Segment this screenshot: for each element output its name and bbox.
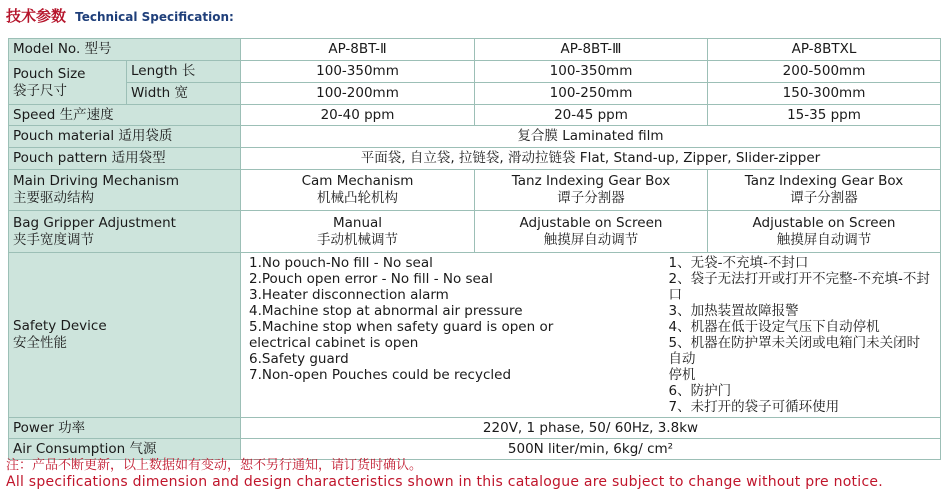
driving-label [9,170,241,211]
safety-item-en-1: 1.No pouch-No fill - No seal [249,255,433,271]
gripper-3-cn: 触摸屏自动调节 [776,231,872,248]
note-en: All specifications dimension and design characteristics shown in this catalogue are subject to change without pre notice. [6,474,883,490]
gripper-2 [475,211,708,253]
driving-3-en: Tanz Indexing Gear Box [744,173,904,189]
safety-item-cn-5: 5、机器在防护罩未关闭或电箱门未关闭时自动 停机 [668,335,921,383]
safety-item-en-7: 7.Non-open Pouches could be recycled [249,367,512,383]
gripper-row [9,211,941,253]
power-label: Power 功率 [9,418,241,439]
width-label: Width 宽 [127,83,241,105]
pouch-pattern-value: 平面袋, 自立袋, 拉链袋, 滑动拉链袋 Flat, Stand-up, Zipper, Slider-zipper [241,148,941,170]
width-1: 100-200mm [241,83,475,105]
speed-2: 20-45 ppm [475,105,708,126]
pouch-size-label [9,61,127,105]
pouch-pattern-row [9,148,941,170]
driving-2 [475,170,708,211]
air-label: Air Consumption 气源 [9,439,241,460]
note-cn: 注：产品不断更新，以上数据如有变动，恕不另行通知，请订货时确认。 [6,458,423,473]
driving-label-en: Main Driving Mechanism [13,173,180,189]
safety-item-cn-4: 4、机器在低于设定气压下自动停机 [668,319,880,335]
pouch-width-row [9,83,941,105]
safety-label-cn: 安全性能 [13,335,67,351]
air-value: 500N liter/min, 6kg/ cm² [241,439,941,460]
gripper-2-en: Adjustable on Screen [519,214,663,231]
pouch-size-label-en: Pouch Size [13,65,86,82]
length-1: 100-350mm [241,61,475,83]
driving-2-cn: 谭子分割器 [557,190,625,206]
speed-row [9,105,941,126]
gripper-1-en: Manual [332,214,383,231]
spec-table [8,38,941,460]
speed-1: 20-40 ppm [241,105,475,126]
width-3: 150-300mm [708,83,941,105]
safety-list-en [249,255,591,415]
spec-title [6,4,234,28]
gripper-label-cn: 夹手宽度调节 [13,231,94,248]
model-row [9,39,941,61]
power-row [9,418,941,439]
gripper-3 [708,211,941,253]
driving-label-cn: 主要驱动结构 [13,190,94,206]
model-label: Model No. 型号 [9,39,241,61]
length-label: Length 长 [127,61,241,83]
safety-item-cn-6: 6、防护门 [668,383,732,399]
safety-item-en-6: 6.Safety guard [249,351,349,367]
model-3: AP-8BTXL [708,39,941,61]
pouch-pattern-label: Pouch pattern 适用袋型 [9,148,241,170]
pouch-size-label-cn: 袋子尺寸 [13,82,67,99]
pouch-material-row [9,126,941,148]
length-2: 100-350mm [475,61,708,83]
safety-item-en-2: 2.Pouch open error - No fill - No seal [249,271,493,287]
driving-1 [241,170,475,211]
driving-3 [708,170,941,211]
length-3: 200-500mm [708,61,941,83]
spec-title-cn: 技术参数 [6,7,67,25]
safety-item-cn-7: 7、未打开的袋子可循环使用 [668,399,840,415]
gripper-1 [241,211,475,253]
safety-item-en-5: 5.Machine stop when safety guard is open or electrical cabinet is open [249,319,554,351]
gripper-label [9,211,241,253]
gripper-label-en: Bag Gripper Adjustment [13,214,176,231]
speed-3: 15-35 ppm [708,105,941,126]
safety-item-en-4: 4.Machine stop at abnormal air pressure [249,303,523,319]
model-2: AP-8BT-Ⅲ [475,39,708,61]
spec-title-en: Technical Specification: [75,10,234,24]
model-1: AP-8BT-Ⅱ [241,39,475,61]
safety-value [241,253,941,418]
speed-label: Speed 生产速度 [9,105,241,126]
driving-row [9,170,941,211]
gripper-1-cn: 手动机械调节 [317,231,398,248]
driving-1-cn: 机械凸轮机构 [317,190,398,206]
safety-label [9,253,241,418]
safety-item-cn-2: 2、袋子无法打开或打开不完整-不充填-不封口 [668,271,930,303]
safety-list-cn [591,255,933,415]
pouch-length-row [9,61,941,83]
safety-label-en: Safety Device [13,318,107,334]
safety-item-en-3: 3.Heater disconnection alarm [249,287,449,303]
gripper-3-en: Adjustable on Screen [752,214,896,231]
width-2: 100-250mm [475,83,708,105]
driving-3-cn: 谭子分割器 [790,190,858,206]
safety-item-cn-3: 3、加热装置故障报警 [668,303,799,319]
safety-row [9,253,941,418]
driving-2-en: Tanz Indexing Gear Box [511,173,671,189]
gripper-2-cn: 触摸屏自动调节 [543,231,639,248]
safety-item-cn-1: 1、无袋-不充填-不封口 [668,255,809,271]
driving-1-en: Cam Mechanism [301,173,414,189]
power-value: 220V, 1 phase, 50/ 60Hz, 3.8kw [241,418,941,439]
pouch-material-value: 复合膜 Laminated film [241,126,941,148]
pouch-material-label: Pouch material 适用袋质 [9,126,241,148]
